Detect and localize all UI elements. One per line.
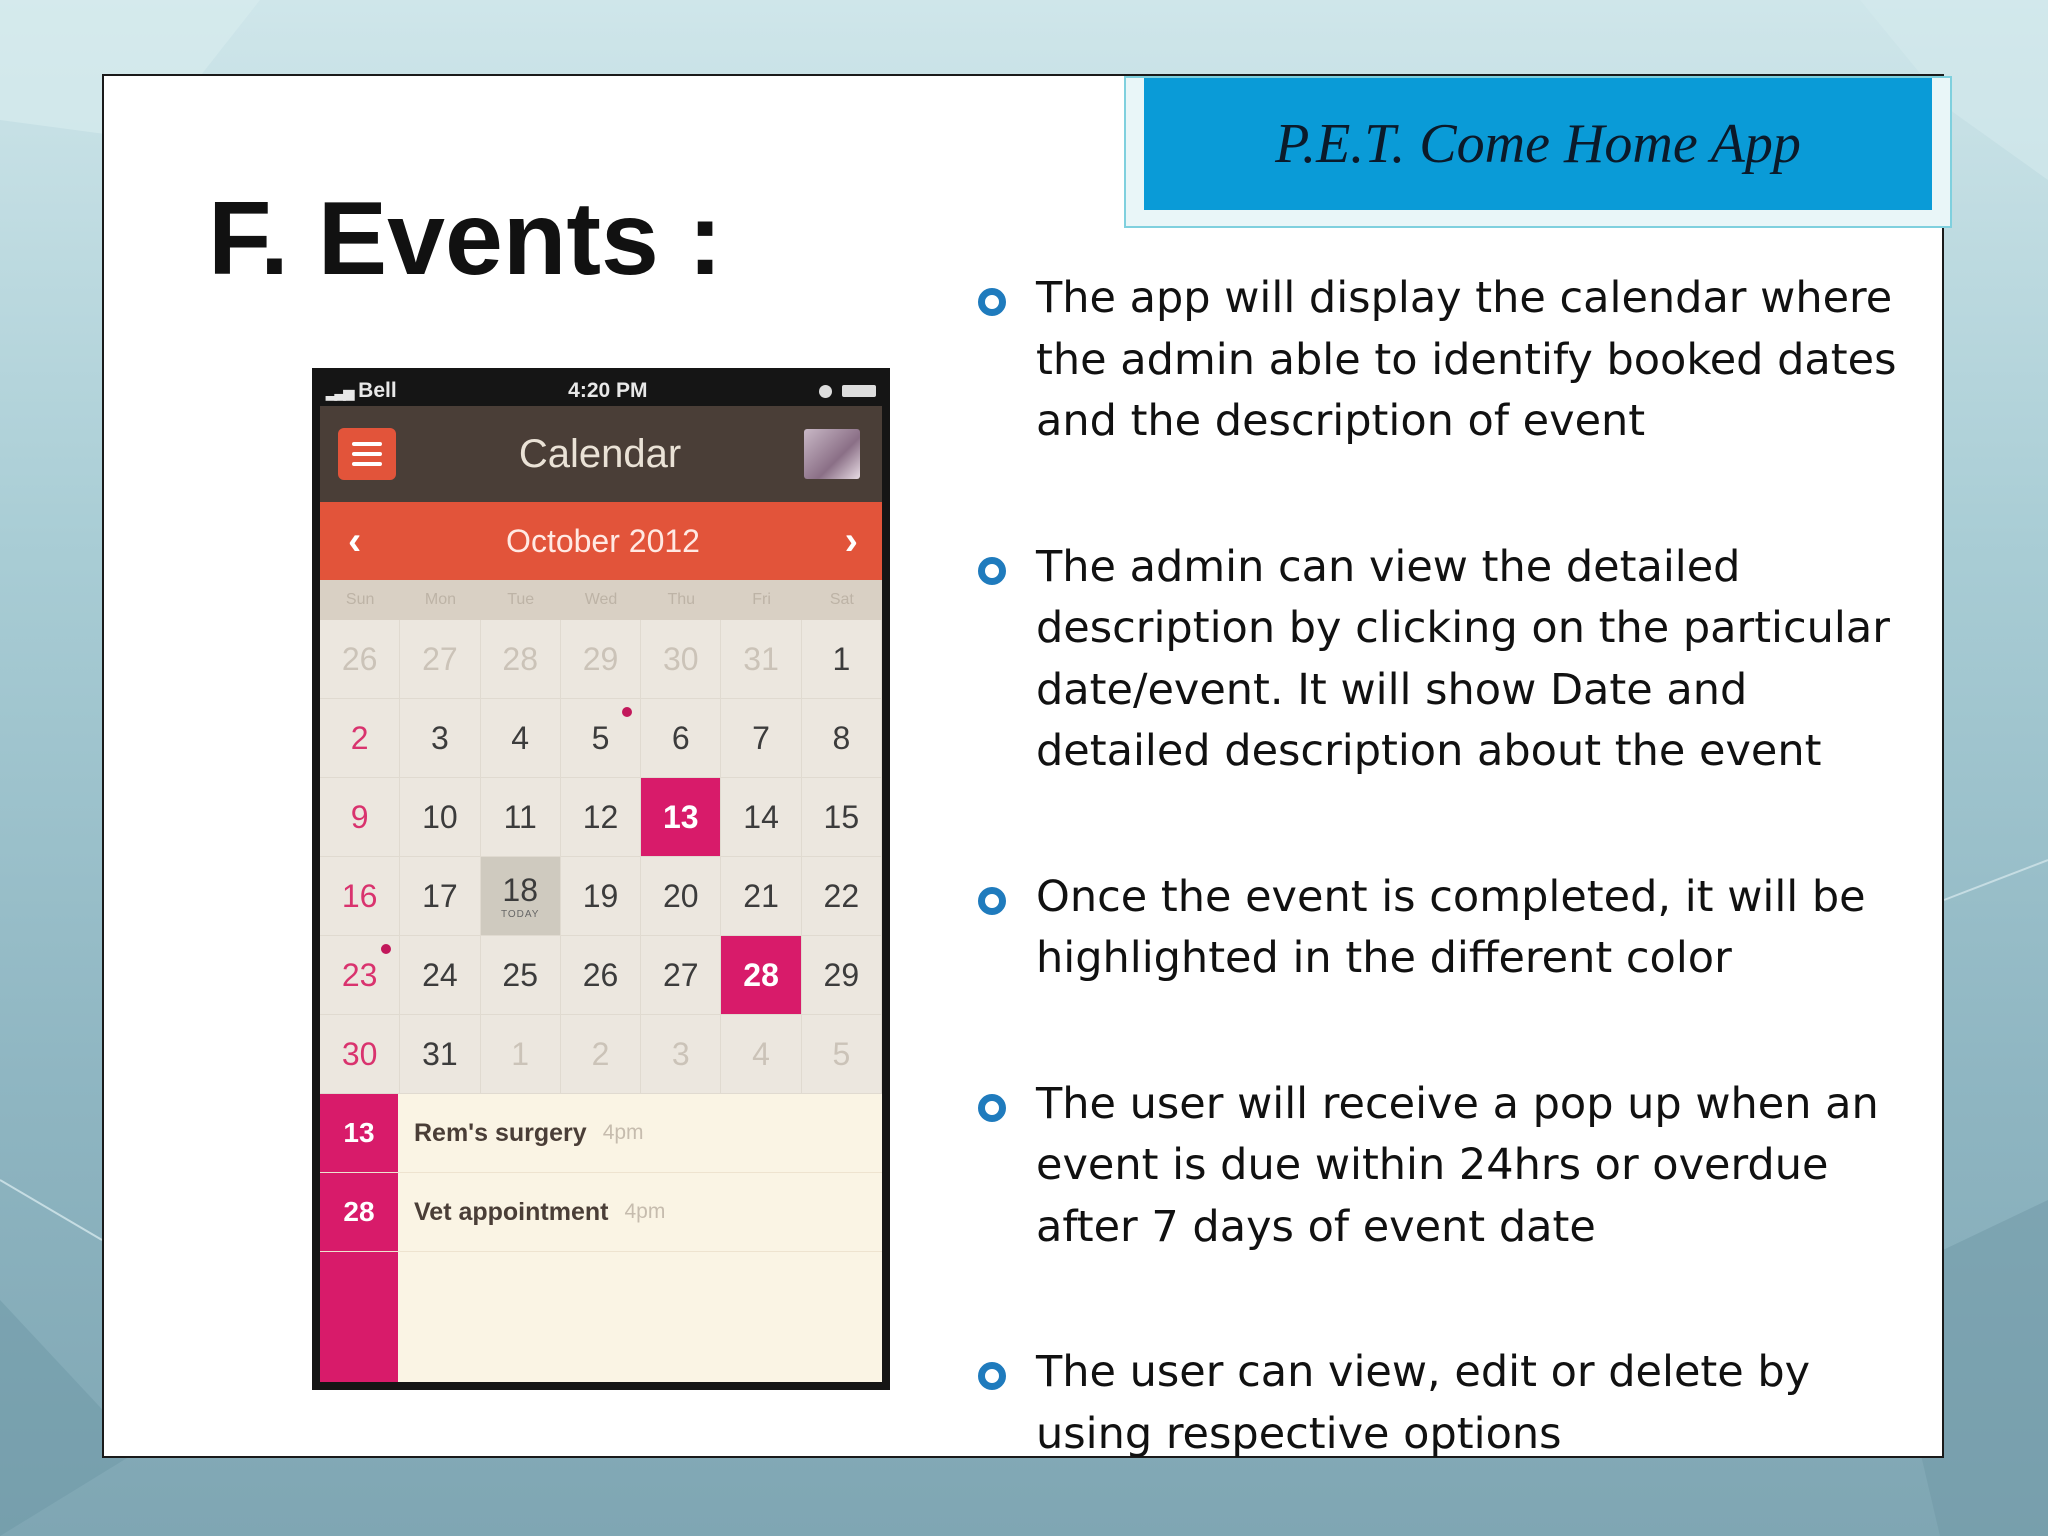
clock-label: 4:20 PM <box>568 379 648 402</box>
calendar-day[interactable] <box>400 936 480 1015</box>
calendar-day[interactable] <box>320 620 400 699</box>
calendar-day[interactable] <box>481 699 561 778</box>
calendar-day[interactable] <box>320 778 400 857</box>
calendar-day[interactable] <box>400 620 480 699</box>
event-time: 4pm <box>602 1121 644 1144</box>
weekday-label: Mon <box>424 591 456 608</box>
event-date: 28 <box>320 1173 398 1251</box>
weekday-label: Sat <box>829 591 854 608</box>
weekday-label: Wed <box>584 591 618 608</box>
event-dot-icon <box>622 707 632 717</box>
day-number: 30 <box>662 640 699 677</box>
calendar-day-event[interactable] <box>721 936 801 1015</box>
calendar-day[interactable] <box>481 778 561 857</box>
carrier-name: Bell <box>358 379 397 402</box>
bullet-icon <box>978 887 1006 915</box>
calendar-day[interactable] <box>641 936 721 1015</box>
event-row[interactable] <box>320 1173 882 1252</box>
calendar-day[interactable] <box>400 857 480 936</box>
day-number: 12 <box>582 798 619 835</box>
battery-icon <box>842 385 876 397</box>
calendar-day[interactable] <box>721 620 801 699</box>
day-number: 24 <box>422 956 458 993</box>
header-banner-fill <box>1144 78 1932 210</box>
day-number: 29 <box>582 640 619 677</box>
month-navigation <box>320 502 882 580</box>
day-number: 27 <box>662 956 699 993</box>
calendar-grid <box>320 620 882 1094</box>
day-number: 20 <box>662 877 699 914</box>
signal-icon: ▂▃▅ <box>326 384 353 400</box>
chevron-left-icon[interactable]: ‹ <box>348 518 362 563</box>
calendar-day[interactable] <box>802 620 882 699</box>
day-number: 6 <box>671 719 690 756</box>
day-number: 5 <box>591 719 610 756</box>
day-number: 1 <box>832 640 851 677</box>
weekday-label: Fri <box>752 591 771 608</box>
bullet-text: The admin can view the detailed description by clicking on the particular date/event. It will show Date and detailed description about the event <box>1036 541 1890 776</box>
day-number: 22 <box>823 877 860 914</box>
calendar-day[interactable] <box>400 778 480 857</box>
day-number: 21 <box>743 877 779 914</box>
calendar-day[interactable] <box>802 778 882 857</box>
day-number: 5 <box>832 1035 851 1072</box>
calendar-day[interactable] <box>400 1015 480 1094</box>
day-number: 3 <box>431 719 449 756</box>
calendar-day[interactable] <box>721 1015 801 1094</box>
calendar-day[interactable] <box>561 778 641 857</box>
calendar-day[interactable] <box>641 857 721 936</box>
calendar-day[interactable] <box>320 699 400 778</box>
event-rail <box>320 1252 398 1382</box>
calendar-day[interactable] <box>721 699 801 778</box>
day-number: 25 <box>502 956 538 993</box>
status-bar <box>320 376 882 406</box>
event-date: 13 <box>320 1094 398 1172</box>
app-screen <box>320 406 882 1382</box>
bullet-icon <box>978 288 1006 316</box>
bullet-item <box>976 1074 1916 1259</box>
app-title: Calendar <box>518 431 682 476</box>
day-number: 14 <box>743 798 779 835</box>
day-number: 19 <box>582 877 619 914</box>
bullet-text: The app will display the calendar where the admin able to identify booked dates and the description of event <box>1036 273 1897 446</box>
day-number: 2 <box>591 1035 610 1072</box>
calendar-day[interactable] <box>481 1015 561 1094</box>
event-time: 4pm <box>624 1200 666 1223</box>
calendar-day[interactable] <box>641 699 721 778</box>
day-number: 17 <box>422 877 458 914</box>
bullet-text: The user can view, edit or delete by using respective options <box>1036 1347 1811 1459</box>
day-number: 1 <box>511 1035 530 1072</box>
calendar-day[interactable] <box>320 936 400 1015</box>
calendar-day[interactable] <box>802 699 882 778</box>
calendar-day[interactable] <box>400 699 480 778</box>
day-number: 2 <box>350 719 369 756</box>
menu-icon[interactable] <box>338 428 396 480</box>
day-number: 15 <box>823 798 860 835</box>
day-number: 11 <box>503 798 537 835</box>
calendar-day-today[interactable] <box>481 857 561 936</box>
day-number: 23 <box>341 956 378 993</box>
bullet-item <box>976 867 1916 990</box>
header-text: P.E.T. Come Home App <box>1275 113 1801 175</box>
slide-title: F. Events : <box>208 181 723 297</box>
month-label: October 2012 <box>506 522 700 559</box>
header-banner <box>1124 76 1952 228</box>
phone-mockup <box>312 368 890 1390</box>
weekday-header <box>320 580 882 620</box>
bullet-item <box>976 537 1916 783</box>
calendar-day[interactable] <box>721 857 801 936</box>
day-number: 4 <box>752 1035 770 1072</box>
day-number: 31 <box>422 1035 458 1072</box>
calendar-day[interactable] <box>802 936 882 1015</box>
calendar-day[interactable] <box>561 620 641 699</box>
avatar[interactable] <box>804 429 860 479</box>
day-number: 26 <box>341 640 378 677</box>
event-list <box>320 1094 882 1382</box>
day-number: 27 <box>422 640 458 677</box>
calendar-day-event[interactable] <box>641 778 721 857</box>
calendar-day[interactable] <box>481 936 561 1015</box>
day-number: 13 <box>662 798 699 835</box>
calendar-day[interactable] <box>561 936 641 1015</box>
day-number: 28 <box>743 956 779 993</box>
calendar-day[interactable] <box>320 1015 400 1094</box>
calendar-day[interactable] <box>481 620 561 699</box>
carrier-label <box>326 379 397 403</box>
calendar-day[interactable] <box>641 1015 721 1094</box>
event-title: Vet appointment <box>414 1197 609 1226</box>
day-number: 26 <box>582 956 619 993</box>
bullet-icon <box>978 557 1006 585</box>
day-number: 10 <box>422 798 458 835</box>
chevron-right-icon[interactable]: › <box>844 518 858 563</box>
weekday-label: Thu <box>667 591 696 608</box>
day-number: 30 <box>341 1035 378 1072</box>
calendar-day[interactable] <box>641 620 721 699</box>
day-number: 8 <box>832 719 851 756</box>
app-bar <box>320 406 882 502</box>
bullet-item <box>976 1342 1916 1465</box>
calendar-day[interactable] <box>802 1015 882 1094</box>
status-icons <box>819 385 876 398</box>
bullet-icon <box>978 1362 1006 1390</box>
day-number: 18 <box>502 872 538 908</box>
bullet-list <box>976 268 1916 1465</box>
weekday-label: Tue <box>507 591 535 608</box>
calendar-day[interactable] <box>802 857 882 936</box>
calendar-day[interactable] <box>561 1015 641 1094</box>
day-number: 31 <box>743 640 779 677</box>
day-number: 7 <box>752 719 770 756</box>
day-number: 3 <box>671 1035 690 1072</box>
day-number: 28 <box>502 640 538 677</box>
day-number: 4 <box>511 719 530 756</box>
calendar-day[interactable] <box>561 699 641 778</box>
calendar-day[interactable] <box>561 857 641 936</box>
event-dot-icon <box>381 944 391 954</box>
today-label: TODAY <box>500 909 540 920</box>
event-title: Rem's surgery <box>414 1118 587 1147</box>
day-number: 16 <box>341 877 378 914</box>
bullet-icon <box>978 1094 1006 1122</box>
bullet-item <box>976 268 1916 453</box>
event-row[interactable] <box>320 1094 882 1173</box>
weekday-label: Sun <box>345 591 375 608</box>
day-number: 29 <box>823 956 860 993</box>
bullet-text: Once the event is completed, it will be highlighted in the different color <box>1036 871 1866 983</box>
calendar-day[interactable] <box>721 778 801 857</box>
day-number: 9 <box>350 798 369 835</box>
calendar-day[interactable] <box>320 857 400 936</box>
lock-icon <box>819 385 832 398</box>
bullet-text: The user will receive a pop up when an event is due within 24hrs or overdue after 7 days of event date <box>1036 1078 1879 1252</box>
